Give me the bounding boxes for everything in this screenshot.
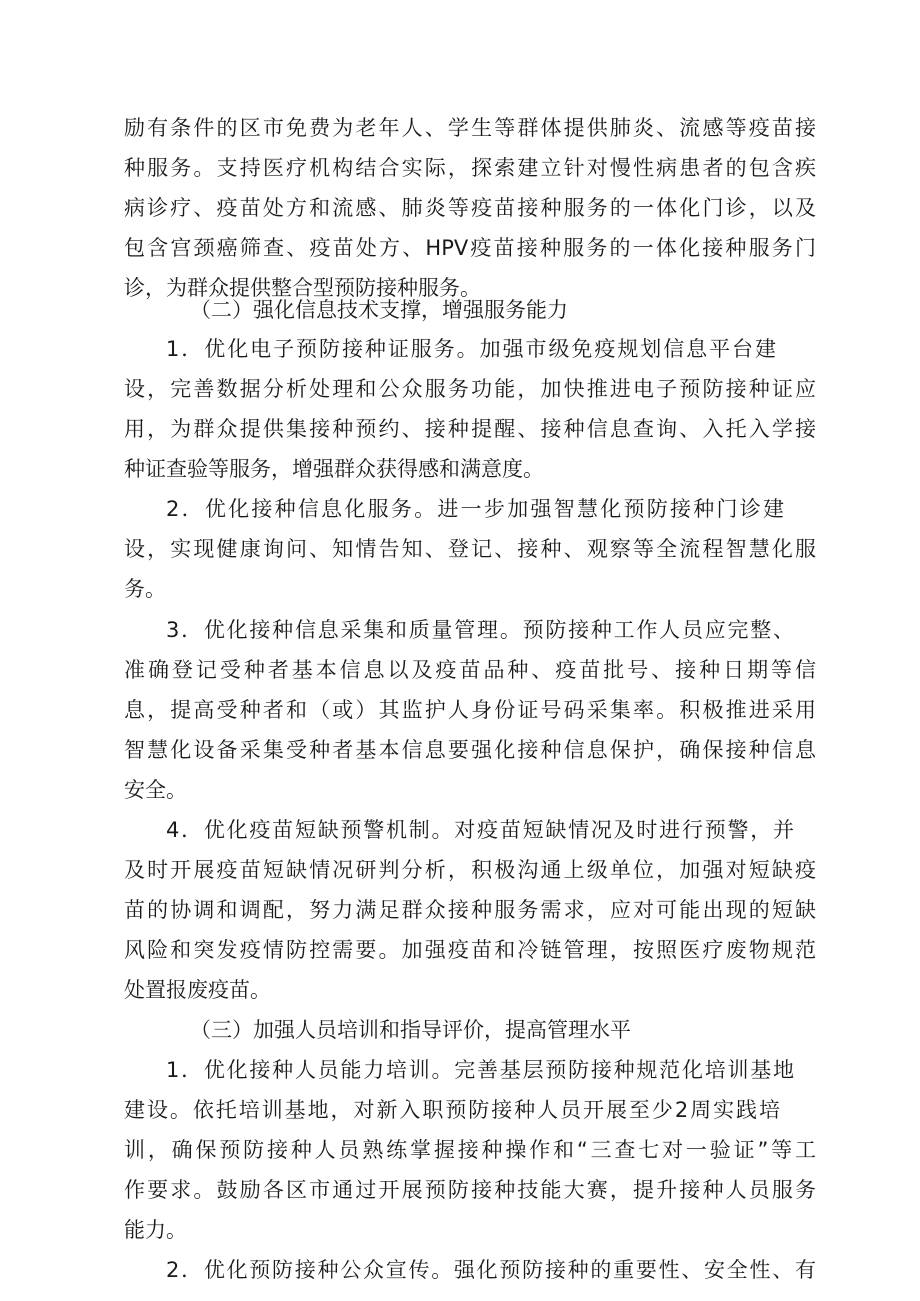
text-line: 训，确保预防接种人员熟练掌握接种操作和“三查七对一验证”等工 <box>124 1138 816 1162</box>
text-line: 智慧化设备采集受种者基本信息要强化接种信息保护，确保接种信息 <box>124 738 816 762</box>
text-line: 务。 <box>124 577 166 601</box>
paragraph-first-line: 1．优化电子预防接种证服务。加强市级免疫规划信息平台建 <box>166 337 776 361</box>
text-line: 安全。 <box>124 778 187 802</box>
paragraph-first-line: 2．优化预防接种公众宣传。强化预防接种的重要性、安全性、有 <box>166 1258 816 1282</box>
text-line: 准确登记受种者基本信息以及疫苗品种、疫苗批号、接种日期等信 <box>124 658 816 682</box>
text-line: 诊，为群众提供整合型预防接种服务。 <box>124 276 481 300</box>
text-line: 种服务。支持医疗机构结合实际，探索建立针对慢性病患者的包含疾 <box>124 156 816 180</box>
text-line: 病诊疗、疫苗处方和流感、肺炎等疫苗接种服务的一体化门诊，以及 <box>124 196 816 220</box>
text-line: 设，完善数据分析处理和公众服务功能，加快推进电子预防接种证应 <box>124 377 816 401</box>
text-line: 及时开展疫苗短缺情况研判分析，积极沟通上级单位，加强对短缺疫 <box>124 858 816 882</box>
paragraph-first-line: 4．优化疫苗短缺预警机制。对疫苗短缺情况及时进行预警，并 <box>166 818 794 842</box>
paragraph-first-line: 1．优化接种人员能力培训。完善基层预防接种规范化培训基地 <box>166 1058 794 1082</box>
section-heading: （三）加强人员培训和指导评价，提高管理水平 <box>190 1018 631 1042</box>
section-heading: （二）强化信息技术支撑，增强服务能力 <box>190 298 568 322</box>
text-line: 处置报废疫苗。 <box>124 978 271 1002</box>
text-line: 息，提高受种者和（或）其监护人身份证号码采集率。积极推进采用 <box>124 698 816 722</box>
text-line: 设，实现健康询问、知情告知、登记、接种、观察等全流程智慧化服 <box>124 537 816 561</box>
paragraph-first-line: 2．优化接种信息化服务。进一步加强智慧化预防接种门诊建 <box>166 497 784 521</box>
text-line: 用，为群众提供集接种预约、接种提醒、接种信息查询、入托入学接 <box>124 417 816 441</box>
text-line: 风险和突发疫情防控需要。加强疫苗和冷链管理，按照医疗废物规范 <box>124 938 816 962</box>
text-line: 能力。 <box>124 1218 187 1242</box>
text-line: 苗的协调和调配，努力满足群众接种服务需求，应对可能出现的短缺 <box>124 898 816 922</box>
text-line: 作要求。鼓励各区市通过开展预防接种技能大赛，提升接种人员服务 <box>124 1178 816 1202</box>
paragraph-first-line: 3．优化接种信息采集和质量管理。预防接种工作人员应完整、 <box>166 618 794 642</box>
text-line: 包含宫颈癌筛查、疫苗处方、HPV疫苗接种服务的一体化接种服务门 <box>124 236 816 260</box>
text-line: 建设。依托培训基地，对新入职预防接种人员开展至少2周实践培 <box>124 1098 780 1122</box>
text-line: 种证查验等服务，增强群众获得感和满意度。 <box>124 457 544 481</box>
text-line: 励有条件的区市免费为老年人、学生等群体提供肺炎、流感等疫苗接 <box>124 116 816 140</box>
